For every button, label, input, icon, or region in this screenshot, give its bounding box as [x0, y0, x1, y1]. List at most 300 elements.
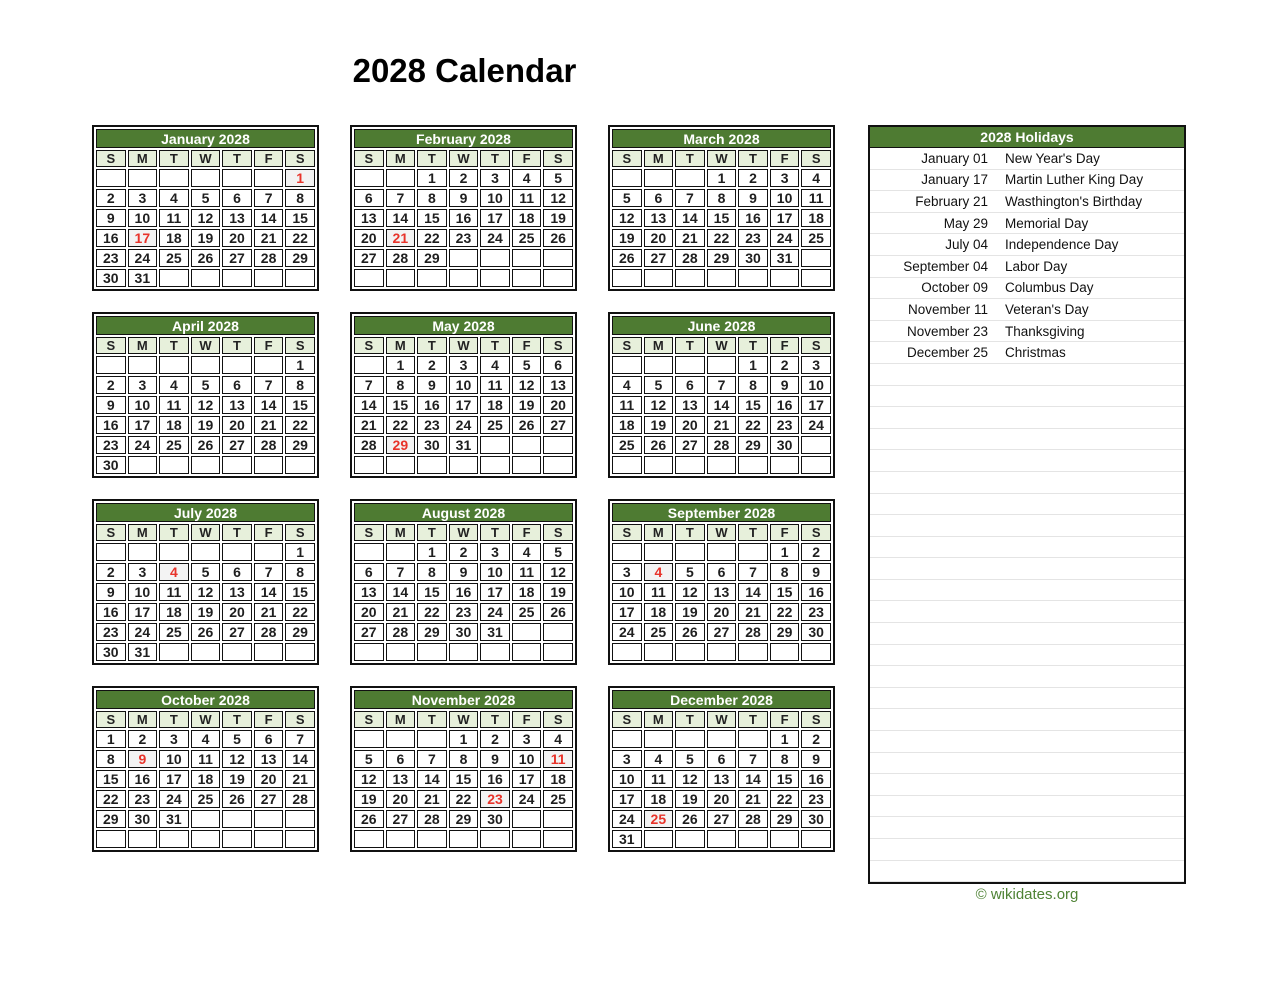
week-row [354, 603, 573, 621]
date-cell: 10 [128, 209, 158, 227]
day-of-week-header: F [254, 337, 284, 354]
date-cell: 13 [254, 750, 284, 768]
date-cell: 6 [644, 189, 674, 207]
holiday-row [870, 299, 1184, 321]
day-of-week-header: F [512, 150, 542, 167]
date-cell: 20 [222, 603, 252, 621]
empty-date-cell [801, 269, 831, 287]
date-cell: 30 [96, 269, 126, 287]
date-cell: 14 [738, 583, 768, 601]
week-row [354, 810, 573, 828]
date-cell: 25 [543, 790, 573, 808]
empty-date-cell [386, 269, 416, 287]
day-of-week-header: M [386, 150, 416, 167]
date-cell: 10 [480, 189, 510, 207]
holiday-date: November 11 [907, 301, 988, 317]
date-cell: 13 [222, 209, 252, 227]
date-cell: 29 [285, 623, 315, 641]
day-of-week-header: M [128, 150, 158, 167]
date-cell: 14 [386, 209, 416, 227]
date-cell: 2 [738, 169, 768, 187]
day-of-week-header: M [644, 150, 674, 167]
date-cell: 5 [354, 750, 384, 768]
holiday-empty-row [870, 494, 1184, 516]
date-cell: 5 [191, 189, 221, 207]
month-calendar [92, 125, 319, 291]
week-row [96, 750, 315, 768]
holiday-row [870, 170, 1184, 192]
date-cell: 15 [417, 209, 447, 227]
empty-date-cell [512, 810, 542, 828]
holiday-empty-row [870, 688, 1184, 710]
holiday-date: October 09 [921, 280, 988, 296]
day-of-week-header: T [417, 711, 447, 728]
date-cell: 29 [285, 436, 315, 454]
date-cell: 24 [512, 790, 542, 808]
date-cell: 23 [96, 249, 126, 267]
day-of-week-header: T [480, 337, 510, 354]
empty-date-cell [128, 456, 158, 474]
holiday-empty-row [870, 537, 1184, 559]
date-cell: 14 [254, 209, 284, 227]
date-cell: 17 [770, 209, 800, 227]
date-cell: 24 [449, 416, 479, 434]
date-cell: 18 [644, 790, 674, 808]
holiday-name: Labor Day [1005, 258, 1068, 274]
date-cell: 25 [512, 229, 542, 247]
empty-date-cell [417, 830, 447, 848]
day-of-week-header: T [417, 337, 447, 354]
date-cell: 4 [480, 356, 510, 374]
empty-date-cell [707, 269, 737, 287]
date-cell: 12 [675, 770, 705, 788]
empty-date-cell [354, 356, 384, 374]
holiday-row [870, 213, 1184, 235]
empty-date-cell [543, 623, 573, 641]
month-title: February 2028 [354, 129, 573, 148]
empty-date-cell [512, 436, 542, 454]
date-cell: 2 [801, 730, 831, 748]
empty-date-cell [707, 730, 737, 748]
day-of-week-header: M [644, 524, 674, 541]
date-cell: 28 [386, 623, 416, 641]
holiday-name: Christmas [1005, 345, 1066, 361]
date-cell: 10 [801, 376, 831, 394]
date-cell: 2 [480, 730, 510, 748]
empty-date-cell [285, 269, 315, 287]
date-cell: 11 [612, 396, 642, 414]
empty-date-cell [612, 543, 642, 561]
wikidates-link[interactable]: © wikidates.org [975, 886, 1079, 903]
day-of-week-header: W [707, 337, 737, 354]
day-of-week-header: T [738, 524, 768, 541]
holiday-date: December 25 [906, 345, 988, 361]
date-cell: 27 [675, 436, 705, 454]
holiday-date: January 01 [921, 150, 988, 166]
date-cell: 29 [285, 249, 315, 267]
date-cell: 28 [738, 623, 768, 641]
week-row [612, 730, 831, 748]
empty-date-cell [96, 356, 126, 374]
date-cell: 5 [543, 169, 573, 187]
date-cell: 25 [191, 790, 221, 808]
empty-date-cell [386, 543, 416, 561]
day-of-week-header: T [159, 337, 189, 354]
date-cell: 6 [543, 356, 573, 374]
empty-date-cell [449, 269, 479, 287]
date-cell: 1 [285, 543, 315, 561]
day-of-week-header: S [96, 150, 126, 167]
empty-date-cell [675, 169, 705, 187]
week-row [96, 209, 315, 227]
week-row [96, 830, 315, 848]
day-of-week-header: W [191, 337, 221, 354]
date-cell: 13 [707, 583, 737, 601]
date-cell: 17 [612, 790, 642, 808]
date-cell: 13 [222, 583, 252, 601]
date-cell: 28 [354, 436, 384, 454]
date-cell: 29 [417, 623, 447, 641]
date-cell: 22 [449, 790, 479, 808]
date-cell: 8 [285, 189, 315, 207]
week-row [354, 396, 573, 414]
date-cell: 2 [96, 563, 126, 581]
date-cell: 6 [354, 189, 384, 207]
date-cell: 21 [354, 416, 384, 434]
empty-date-cell [449, 643, 479, 661]
date-cell: 7 [386, 189, 416, 207]
date-cell: 2 [128, 730, 158, 748]
empty-date-cell [480, 456, 510, 474]
empty-date-cell [191, 810, 221, 828]
empty-date-cell [386, 643, 416, 661]
date-cell: 17 [801, 396, 831, 414]
week-row [354, 790, 573, 808]
empty-date-cell [770, 456, 800, 474]
date-cell: 27 [254, 790, 284, 808]
date-cell: 16 [801, 583, 831, 601]
day-of-week-header: M [644, 711, 674, 728]
date-cell: 30 [770, 436, 800, 454]
date-cell: 27 [386, 810, 416, 828]
date-cell: 12 [222, 750, 252, 768]
date-cell: 1 [96, 730, 126, 748]
empty-date-cell [449, 249, 479, 267]
week-row [96, 770, 315, 788]
date-cell: 30 [801, 810, 831, 828]
holiday-date-cell: 1 [285, 169, 315, 187]
holiday-name: Columbus Day [1005, 280, 1094, 296]
empty-date-cell [707, 643, 737, 661]
date-cell: 12 [543, 563, 573, 581]
empty-date-cell [386, 830, 416, 848]
empty-date-cell [417, 269, 447, 287]
date-cell: 5 [512, 356, 542, 374]
date-cell: 30 [417, 436, 447, 454]
date-cell: 10 [128, 396, 158, 414]
day-of-week-header: M [128, 524, 158, 541]
date-cell: 28 [254, 623, 284, 641]
day-of-week-header: M [644, 337, 674, 354]
week-row [612, 790, 831, 808]
empty-date-cell [675, 543, 705, 561]
week-row [96, 169, 315, 187]
date-cell: 28 [417, 810, 447, 828]
date-cell: 9 [96, 583, 126, 601]
empty-date-cell [254, 643, 284, 661]
date-cell: 30 [449, 623, 479, 641]
day-of-week-header: W [449, 524, 479, 541]
date-cell: 13 [675, 396, 705, 414]
date-cell: 8 [285, 376, 315, 394]
month-title: June 2028 [612, 316, 831, 335]
date-cell: 21 [738, 790, 768, 808]
empty-date-cell [644, 169, 674, 187]
week-row [612, 376, 831, 394]
date-cell: 18 [191, 770, 221, 788]
date-cell: 1 [707, 169, 737, 187]
empty-date-cell [543, 830, 573, 848]
week-row [354, 209, 573, 227]
empty-date-cell [354, 543, 384, 561]
holiday-date: January 17 [921, 172, 988, 188]
holiday-row [870, 278, 1184, 300]
empty-date-cell [449, 830, 479, 848]
date-cell: 18 [159, 229, 189, 247]
date-cell: 7 [254, 563, 284, 581]
date-cell: 11 [512, 189, 542, 207]
day-of-week-header: F [770, 711, 800, 728]
date-cell: 3 [612, 750, 642, 768]
date-cell: 4 [159, 376, 189, 394]
date-cell: 8 [449, 750, 479, 768]
holiday-date: July 04 [945, 237, 988, 253]
day-of-week-header: S [285, 150, 315, 167]
date-cell: 25 [644, 623, 674, 641]
week-row [96, 790, 315, 808]
week-row [612, 356, 831, 374]
empty-date-cell [354, 830, 384, 848]
empty-date-cell [159, 356, 189, 374]
date-cell: 7 [254, 189, 284, 207]
day-of-week-header: F [512, 711, 542, 728]
date-cell: 21 [254, 603, 284, 621]
date-cell: 3 [128, 563, 158, 581]
empty-date-cell [512, 623, 542, 641]
date-cell: 21 [254, 229, 284, 247]
date-cell: 11 [644, 583, 674, 601]
date-cell: 14 [354, 396, 384, 414]
date-cell: 20 [644, 229, 674, 247]
date-cell: 20 [543, 396, 573, 414]
empty-date-cell [285, 643, 315, 661]
date-cell: 7 [417, 750, 447, 768]
day-of-week-header: W [707, 150, 737, 167]
day-of-week-header: W [707, 524, 737, 541]
date-cell: 7 [285, 730, 315, 748]
date-cell: 15 [449, 770, 479, 788]
day-of-week-header: W [449, 337, 479, 354]
date-cell: 26 [512, 416, 542, 434]
date-cell: 29 [770, 810, 800, 828]
day-of-week-header: F [512, 337, 542, 354]
day-of-week-header: T [480, 711, 510, 728]
week-row [612, 229, 831, 247]
holiday-empty-row [870, 774, 1184, 796]
date-cell: 2 [96, 189, 126, 207]
date-cell: 16 [480, 770, 510, 788]
date-cell: 10 [770, 189, 800, 207]
date-cell: 11 [191, 750, 221, 768]
empty-date-cell [191, 356, 221, 374]
empty-date-cell [254, 269, 284, 287]
day-of-week-header: M [386, 524, 416, 541]
day-of-week-header: S [612, 337, 642, 354]
date-cell: 18 [543, 770, 573, 788]
holiday-empty-row [870, 645, 1184, 667]
week-row [612, 830, 831, 848]
date-cell: 24 [801, 416, 831, 434]
empty-date-cell [612, 730, 642, 748]
empty-date-cell [612, 269, 642, 287]
date-cell: 24 [128, 249, 158, 267]
empty-date-cell [386, 169, 416, 187]
holiday-name: Wasthington's Birthday [1005, 193, 1143, 209]
date-cell: 19 [191, 416, 221, 434]
date-cell: 12 [675, 583, 705, 601]
date-cell: 26 [543, 229, 573, 247]
empty-date-cell [644, 643, 674, 661]
empty-date-cell [285, 456, 315, 474]
week-row [96, 376, 315, 394]
holiday-row [870, 191, 1184, 213]
day-of-week-header: F [770, 524, 800, 541]
date-cell: 21 [285, 770, 315, 788]
empty-date-cell [543, 269, 573, 287]
date-cell: 26 [191, 249, 221, 267]
date-cell: 17 [449, 396, 479, 414]
date-cell: 2 [801, 543, 831, 561]
empty-date-cell [512, 830, 542, 848]
week-row [96, 269, 315, 287]
date-cell: 10 [612, 770, 642, 788]
date-cell: 1 [417, 169, 447, 187]
empty-date-cell [675, 643, 705, 661]
week-row [354, 376, 573, 394]
empty-date-cell [254, 356, 284, 374]
date-cell: 18 [512, 209, 542, 227]
date-cell: 10 [612, 583, 642, 601]
empty-date-cell [191, 456, 221, 474]
empty-date-cell [675, 269, 705, 287]
date-cell: 15 [417, 583, 447, 601]
date-cell: 18 [512, 583, 542, 601]
date-cell: 30 [480, 810, 510, 828]
date-cell: 3 [801, 356, 831, 374]
day-of-week-header: S [96, 524, 126, 541]
week-row [96, 643, 315, 661]
date-cell: 27 [543, 416, 573, 434]
day-of-week-header: W [449, 711, 479, 728]
month-title: May 2028 [354, 316, 573, 335]
week-row [612, 456, 831, 474]
date-cell: 17 [128, 416, 158, 434]
date-cell: 3 [480, 543, 510, 561]
empty-date-cell [254, 169, 284, 187]
date-cell: 23 [770, 416, 800, 434]
week-row [612, 543, 831, 561]
month-calendar [350, 125, 577, 291]
date-cell: 24 [480, 603, 510, 621]
date-cell: 21 [254, 416, 284, 434]
empty-date-cell [222, 456, 252, 474]
empty-date-cell [543, 456, 573, 474]
holiday-empty-row [870, 709, 1184, 731]
date-cell: 16 [801, 770, 831, 788]
date-cell: 18 [159, 416, 189, 434]
date-cell: 17 [512, 770, 542, 788]
date-cell: 17 [128, 603, 158, 621]
week-row [612, 436, 831, 454]
date-cell: 11 [159, 583, 189, 601]
holiday-date: September 04 [903, 258, 988, 274]
page-footer [868, 886, 1186, 903]
month-title: August 2028 [354, 503, 573, 522]
date-cell: 23 [128, 790, 158, 808]
day-of-week-header: S [354, 711, 384, 728]
date-cell: 21 [417, 790, 447, 808]
date-cell: 2 [770, 356, 800, 374]
date-cell: 19 [675, 603, 705, 621]
page-title: 2028 Calendar [352, 52, 577, 89]
week-row [612, 583, 831, 601]
date-cell: 23 [96, 436, 126, 454]
empty-date-cell [675, 456, 705, 474]
day-of-week-header: T [675, 524, 705, 541]
month-calendar [608, 686, 835, 852]
day-of-week-header: S [285, 524, 315, 541]
date-cell: 24 [128, 436, 158, 454]
date-cell: 14 [738, 770, 768, 788]
date-cell: 23 [449, 603, 479, 621]
empty-date-cell [543, 436, 573, 454]
date-cell: 24 [612, 623, 642, 641]
date-cell: 17 [480, 583, 510, 601]
empty-date-cell [285, 810, 315, 828]
date-cell: 30 [96, 643, 126, 661]
day-of-week-header: T [222, 524, 252, 541]
date-cell: 26 [543, 603, 573, 621]
day-of-week-header: W [191, 524, 221, 541]
holiday-empty-row [870, 558, 1184, 580]
date-cell: 31 [159, 810, 189, 828]
empty-date-cell [512, 456, 542, 474]
week-row [354, 623, 573, 641]
date-cell: 7 [354, 376, 384, 394]
day-of-week-header: S [354, 150, 384, 167]
day-of-week-header: S [612, 711, 642, 728]
day-of-week-header: W [449, 150, 479, 167]
holiday-empty-row [870, 731, 1184, 753]
day-of-week-header: S [543, 711, 573, 728]
week-row [96, 603, 315, 621]
day-of-week-header: S [96, 711, 126, 728]
date-cell: 15 [738, 396, 768, 414]
day-of-week-header: F [254, 711, 284, 728]
empty-date-cell [191, 269, 221, 287]
date-cell: 3 [512, 730, 542, 748]
empty-date-cell [612, 643, 642, 661]
